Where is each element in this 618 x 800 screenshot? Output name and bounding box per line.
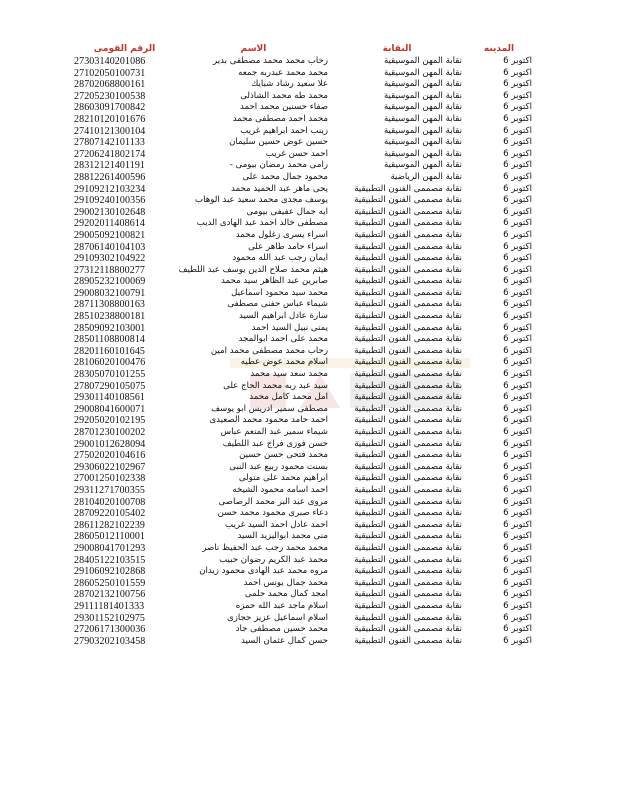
table-row [72, 242, 534, 254]
header-name: الاسم [240, 43, 267, 54]
cell-union: نقابة مصممى الفنون التطبيقية [354, 542, 462, 553]
cell-name: سارة عادل ابراهيم السيد [238, 311, 328, 322]
cell-name: احمد حسن غريب [265, 148, 328, 159]
cell-national-id: 28701230100202 [74, 427, 146, 438]
cell-national-id: 29205020102195 [74, 415, 146, 427]
cell-national-id: 27807142101133 [74, 137, 146, 149]
cell-national-id: 28106020100476 [74, 357, 146, 369]
cell-name: محمد على احمد ابوالمجد [238, 334, 328, 345]
table-row [72, 624, 534, 636]
cell-name: احمد حامد محمود محمد الصعيدى [209, 415, 328, 426]
cell-name: احمد اسامه محمود الشيخه [232, 484, 328, 495]
table-row [72, 126, 534, 138]
cell-city: اكتوبر 6 [503, 624, 532, 635]
cell-union: نقابة مصممى الفنون التطبيقية [354, 554, 462, 565]
cell-city: اكتوبر 6 [503, 415, 532, 426]
cell-national-id: 29111181401333 [74, 600, 145, 612]
cell-union: نقابة المهن الموسيقية [383, 125, 462, 136]
table-row [72, 195, 534, 207]
cell-name: مصطفى خالد احمد عبد الهادى الديب [196, 218, 328, 229]
cell-national-id: 28605012110001 [74, 531, 146, 543]
cell-union: نقابة مصممى الفنون التطبيقية [354, 311, 462, 322]
cell-city: اكتوبر 6 [503, 79, 532, 90]
cell-union: نقابة مصممى الفنون التطبيقية [354, 218, 462, 229]
cell-city: اكتوبر 6 [503, 508, 532, 519]
table-row [72, 172, 534, 184]
cell-city: اكتوبر 6 [503, 345, 532, 356]
cell-union: نقابة المهن الموسيقية [383, 56, 462, 66]
cell-city: اكتوبر 6 [503, 195, 532, 206]
table-header [72, 41, 534, 56]
cell-name: امل محمد كامل محمد [249, 392, 328, 403]
cell-city: اكتوبر 6 [503, 542, 532, 553]
cell-union: نقابة مصممى الفنون التطبيقية [354, 531, 462, 542]
cell-name: اسلام ماجد عبد الله حمزه [235, 600, 328, 611]
table-row [72, 149, 534, 161]
table-row [72, 137, 534, 149]
cell-national-id: 28210120101676 [74, 113, 146, 125]
cell-name: زينب احمد ابراهيم غريب [240, 125, 328, 136]
table-row [72, 230, 534, 242]
table-row [72, 485, 534, 497]
cell-name: اسراء يسرى زغلول محمد [235, 229, 328, 240]
cell-name: سيد عبد ربه محمد الحاج على [223, 380, 328, 391]
cell-union: نقابة مصممى الفنون التطبيقية [354, 357, 462, 368]
table-row [72, 450, 534, 462]
table-row [72, 265, 534, 277]
table-row [72, 381, 534, 393]
cell-name: محمد فتحى حسن حسين [239, 450, 328, 461]
header-row [72, 41, 534, 56]
cell-national-id: 29106092102868 [74, 566, 146, 578]
cell-union: نقابة مصممى الفنون التطبيقية [354, 345, 462, 356]
cell-union: نقابة المهن الموسيقية [383, 67, 462, 78]
cell-name: احمد عادل احمد السيد غريب [225, 519, 328, 530]
cell-city: اكتوبر 6 [503, 519, 532, 530]
cell-name: اسراء حامد طاهر على [248, 241, 328, 252]
cell-national-id: 27807290105075 [74, 380, 146, 392]
cell-city: اكتوبر 6 [503, 229, 532, 240]
table-row [72, 288, 534, 300]
cell-union: نقابة مصممى الفنون التطبيقية [354, 519, 462, 530]
table-row [72, 589, 534, 601]
cell-union: نقابة مصممى الفنون التطبيقية [354, 508, 462, 519]
cell-union: نقابة مصممى الفنون التطبيقية [354, 392, 462, 403]
cell-name: مروى عبد البر محمد الرصاصى [218, 496, 328, 507]
table-row [72, 160, 534, 172]
cell-union: نقابة مصممى الفنون التطبيقية [354, 473, 462, 484]
cell-national-id: 28709220105402 [74, 508, 146, 520]
members-table [72, 41, 534, 647]
cell-national-id: 29109302104922 [74, 253, 146, 265]
cell-name: صفاء حسنين محمد احمد [239, 102, 328, 113]
table-row [72, 404, 534, 416]
table-row [72, 613, 534, 625]
table-row [72, 508, 534, 520]
table-row [72, 578, 534, 590]
cell-national-id: 27303140201086 [74, 56, 146, 67]
cell-city: اكتوبر 6 [503, 160, 532, 171]
table-row [72, 601, 534, 613]
cell-union: نقابة المهن الموسيقية [383, 137, 462, 148]
cell-national-id: 27903202103458 [74, 635, 146, 647]
table-row [72, 346, 534, 358]
cell-name: يمنى نبيل السيد احمد [251, 322, 328, 333]
table-row [72, 276, 534, 288]
cell-national-id: 29008032100791 [74, 287, 146, 299]
cell-union: نقابة مصممى الفنون التطبيقية [354, 415, 462, 426]
cell-city: اكتوبر 6 [503, 183, 532, 194]
cell-city: اكتوبر 6 [503, 113, 532, 124]
cell-national-id: 28706140104103 [74, 241, 146, 253]
cell-union: نقابة مصممى الفنون التطبيقية [354, 287, 462, 298]
cell-union: نقابة مصممى الفنون التطبيقية [354, 403, 462, 414]
cell-national-id: 27001250102338 [74, 473, 146, 485]
cell-city: اكتوبر 6 [503, 334, 532, 345]
table-row [72, 531, 534, 543]
table-row [72, 114, 534, 126]
cell-union: نقابة مصممى الفنون التطبيقية [354, 276, 462, 287]
cell-national-id: 28812261400596 [74, 171, 146, 183]
table-row [72, 497, 534, 509]
cell-name: رامى محمد رمضان بيومى - [229, 160, 328, 171]
cell-national-id: 28605250101559 [74, 577, 146, 589]
cell-city: اكتوبر 6 [503, 531, 532, 542]
cell-city: اكتوبر 6 [503, 241, 532, 252]
cell-national-id: 29306022102967 [74, 461, 146, 473]
cell-union: نقابة مصممى الفنون التطبيقية [354, 229, 462, 240]
table-row [72, 253, 534, 265]
cell-union: نقابة مصممى الفنون التطبيقية [354, 484, 462, 495]
cell-union: نقابة المهن الموسيقية [383, 160, 462, 171]
cell-union: نقابة مصممى الفنون التطبيقية [354, 635, 462, 646]
cell-city: اكتوبر 6 [503, 148, 532, 159]
cell-union: نقابة مصممى الفنون التطبيقية [354, 253, 462, 264]
cell-city: اكتوبر 6 [503, 102, 532, 113]
cell-national-id: 27102050100731 [74, 67, 146, 79]
header-union: النقابة [382, 43, 412, 54]
cell-union: نقابة مصممى الفنون التطبيقية [354, 566, 462, 577]
cell-national-id: 29109212103234 [74, 183, 146, 195]
table-row [72, 207, 534, 219]
cell-city: اكتوبر 6 [503, 589, 532, 600]
cell-national-id: 28509092103001 [74, 322, 146, 334]
cell-union: نقابة مصممى الفنون التطبيقية [354, 322, 462, 333]
table-row [72, 184, 534, 196]
cell-name: هيثم محمد صلاح الدين يوسف عبد اللطيف [178, 264, 328, 275]
cell-city: اكتوبر 6 [503, 287, 532, 298]
cell-national-id: 28702068800161 [74, 79, 146, 91]
table-row [72, 473, 534, 485]
cell-name: محمد جمال يونس احمد [243, 577, 328, 588]
cell-city: اكتوبر 6 [503, 496, 532, 507]
cell-union: نقابة مصممى الفنون التطبيقية [354, 450, 462, 461]
cell-union: نقابة المهن الموسيقية [383, 113, 462, 124]
cell-city: اكتوبر 6 [503, 299, 532, 310]
cell-city: اكتوبر 6 [503, 577, 532, 588]
cell-name: حسين عوض حسين سليمان [229, 137, 328, 148]
table-row [72, 555, 534, 567]
table-row [72, 68, 534, 80]
cell-name: حسن كمال عثمان السيد [240, 635, 328, 646]
cell-city: اكتوبر 6 [503, 311, 532, 322]
cell-union: نقابة مصممى الفنون التطبيقية [354, 589, 462, 600]
cell-city: اكتوبر 6 [503, 600, 532, 611]
cell-national-id: 29001012628094 [74, 438, 146, 450]
cell-name: محمد حسين مصطفى جاد [235, 624, 328, 635]
cell-union: نقابة مصممى الفنون التطبيقية [354, 334, 462, 345]
cell-national-id: 29002130102648 [74, 206, 146, 218]
table-row [72, 369, 534, 381]
cell-union: نقابة مصممى الفنون التطبيقية [354, 577, 462, 588]
cell-national-id: 29311271700355 [74, 484, 146, 496]
cell-city: اكتوبر 6 [503, 67, 532, 78]
cell-city: اكتوبر 6 [503, 56, 532, 66]
table-row [72, 56, 534, 68]
cell-name: مصطفى سمير ادريس ابو يوسف [211, 403, 328, 414]
cell-city: اكتوبر 6 [503, 473, 532, 484]
cell-union: نقابة مصممى الفنون التطبيقية [354, 612, 462, 623]
table-row [72, 392, 534, 404]
cell-city: اكتوبر 6 [503, 635, 532, 646]
cell-name: يوسف مجدى محمد سعيد عبد الوهاب [195, 195, 328, 206]
table-row [72, 334, 534, 346]
cell-name: شيماء سمير عبد المنعم عباس [220, 427, 328, 437]
cell-name: بسنت محمود ربيع عبد النبى [229, 461, 328, 472]
cell-national-id: 27205230100538 [74, 90, 146, 102]
table-row [72, 566, 534, 578]
header-city: المدينه [483, 43, 515, 54]
cell-name: يحى ماهر عبد الحميد محمد [230, 183, 328, 194]
cell-name: اسلام اسماعيل عزيز حجازى [227, 612, 328, 623]
cell-union: نقابة المهن الموسيقية [383, 102, 462, 113]
cell-national-id: 28104020100708 [74, 496, 146, 508]
cell-city: اكتوبر 6 [503, 554, 532, 565]
cell-city: اكتوبر 6 [503, 253, 532, 264]
cell-union: نقابة مصممى الفنون التطبيقية [354, 600, 462, 611]
cell-name: صابرين عبد الظاهر سيد محمد [220, 276, 328, 287]
cell-name: محمد سيد محمود اسماعيل [231, 287, 328, 298]
cell-national-id: 29008041701293 [74, 542, 146, 554]
table-row [72, 79, 534, 91]
cell-city: اكتوبر 6 [503, 276, 532, 287]
cell-city: اكتوبر 6 [503, 461, 532, 472]
cell-city: اكتوبر 6 [503, 357, 532, 368]
cell-name: منى محمد ابواليزيد السيد [237, 531, 328, 542]
cell-name: دعاء صبرى محمود محمد حسن [217, 508, 328, 519]
cell-union: نقابة المهن الموسيقية [383, 79, 462, 90]
cell-name: ايمان رجب عبد الله محمود [232, 253, 328, 264]
cell-city: اكتوبر 6 [503, 612, 532, 623]
cell-national-id: 28501108800814 [74, 334, 146, 346]
table-row [72, 520, 534, 532]
cell-name: محمد محمد رجب عبد الحفيظ ناصر [202, 542, 328, 553]
cell-national-id: 29301152102975 [74, 612, 146, 624]
table-row [72, 462, 534, 474]
cell-city: اكتوبر 6 [503, 171, 532, 182]
cell-city: اكتوبر 6 [503, 484, 532, 495]
table-body [72, 56, 534, 647]
cell-city: اكتوبر 6 [503, 137, 532, 148]
cell-name: امجد كمال محمد حلمى [244, 589, 328, 600]
cell-national-id: 28305070101255 [74, 369, 146, 381]
cell-national-id: 28312121401191 [74, 160, 146, 172]
cell-union: نقابة مصممى الفنون التطبيقية [354, 380, 462, 391]
cell-name: ابراهيم محمد على متولى [238, 473, 328, 484]
cell-name: ايه جمال عفيفى بيومى [246, 206, 328, 217]
cell-national-id: 28711308800163 [74, 299, 146, 311]
cell-national-id: 28405122103515 [74, 554, 146, 566]
cell-city: اكتوبر 6 [503, 403, 532, 414]
table-row [72, 299, 534, 311]
table-row [72, 427, 534, 439]
cell-name: محمد احمد مصطفى محمد [232, 113, 328, 124]
cell-union: نقابة المهن الموسيقية [383, 148, 462, 159]
cell-national-id: 29008041600071 [74, 403, 146, 415]
cell-union: نقابة مصممى الفنون التطبيقية [354, 624, 462, 635]
cell-city: اكتوبر 6 [503, 264, 532, 275]
cell-national-id: 29109240100356 [74, 195, 146, 207]
cell-national-id: 29301140108561 [74, 392, 146, 404]
cell-union: نقابة مصممى الفنون التطبيقية [354, 264, 462, 275]
cell-city: اكتوبر 6 [503, 206, 532, 217]
cell-union: نقابة مصممى الفنون التطبيقية [354, 206, 462, 217]
table-row [72, 323, 534, 335]
cell-name: محمود جمال محمد على [242, 171, 328, 182]
table-row [72, 543, 534, 555]
cell-name: مروه محمد عبد الهادى محمود زيدان [199, 566, 328, 577]
cell-union: نقابة مصممى الفنون التطبيقية [354, 461, 462, 472]
cell-union: نقابة المهن الرياضية [390, 171, 462, 182]
cell-union: نقابة مصممى الفنون التطبيقية [354, 496, 462, 507]
cell-name: محمد سعد سيد محمد [250, 369, 328, 380]
cell-city: اكتوبر 6 [503, 427, 532, 437]
cell-national-id: 28702132100756 [74, 589, 146, 601]
cell-national-id: 29202011408614 [74, 218, 146, 230]
cell-name: رحاب محمد محمد مصطفى بدير [212, 56, 328, 66]
cell-union: نقابة مصممى الفنون التطبيقية [354, 299, 462, 310]
cell-national-id: 28611282102239 [74, 519, 146, 531]
table-row [72, 311, 534, 323]
table-row [72, 218, 534, 230]
cell-national-id: 29005092100821 [74, 229, 146, 241]
cell-name: علا سعيد رشاد شبايك [251, 79, 328, 90]
cell-name: محمد محمد عبدربه جمعه [238, 67, 328, 78]
cell-union: نقابة مصممى الفنون التطبيقية [354, 241, 462, 252]
cell-name: رحاب محمد مصطفى محمد امين [210, 345, 328, 356]
cell-national-id: 28905232100069 [74, 276, 146, 288]
cell-union: نقابة المهن الموسيقية [383, 90, 462, 101]
cell-national-id: 27206241802174 [74, 148, 146, 160]
cell-national-id: 27502020104616 [74, 450, 146, 462]
cell-union: نقابة مصممى الفنون التطبيقية [354, 195, 462, 206]
cell-name: محمد عبد الكريم رضوان حبيب [219, 554, 328, 565]
cell-union: نقابة مصممى الفنون التطبيقية [354, 183, 462, 194]
cell-name: حسن فوزى فراج عبد اللطيف [222, 438, 328, 449]
cell-city: اكتوبر 6 [503, 438, 532, 449]
table-row [72, 357, 534, 369]
table-row [72, 415, 534, 427]
cell-city: اكتوبر 6 [503, 450, 532, 461]
cell-national-id: 28201160101645 [74, 345, 146, 357]
cell-name: اسلام محمد عوض عطيه [240, 357, 328, 368]
cell-national-id: 27206171300036 [74, 624, 146, 636]
cell-city: اكتوبر 6 [503, 380, 532, 391]
table-row [72, 636, 534, 648]
cell-name: شيماء عباس حفنى مصطفى [227, 299, 328, 310]
cell-union: نقابة مصممى الفنون التطبيقية [354, 438, 462, 449]
cell-city: اكتوبر 6 [503, 322, 532, 333]
cell-national-id: 28510238800181 [74, 311, 146, 323]
cell-city: اكتوبر 6 [503, 90, 532, 101]
cell-city: اكتوبر 6 [503, 392, 532, 403]
cell-union: نقابة مصممى الفنون التطبيقية [354, 427, 462, 437]
cell-national-id: 27410121300104 [74, 125, 146, 137]
cell-name: محمد طه محمد الشاذلى [240, 90, 328, 101]
cell-city: اكتوبر 6 [503, 369, 532, 380]
table-row [72, 91, 534, 103]
table-row [72, 102, 534, 114]
cell-union: نقابة مصممى الفنون التطبيقية [354, 369, 462, 380]
table-row [72, 439, 534, 451]
cell-city: اكتوبر 6 [503, 218, 532, 229]
cell-national-id: 28603091700842 [74, 102, 146, 114]
header-national-id: الرقم القومى [93, 43, 156, 54]
cell-national-id: 27312118800277 [74, 264, 146, 276]
cell-city: اكتوبر 6 [503, 125, 532, 136]
cell-city: اكتوبر 6 [503, 566, 532, 577]
